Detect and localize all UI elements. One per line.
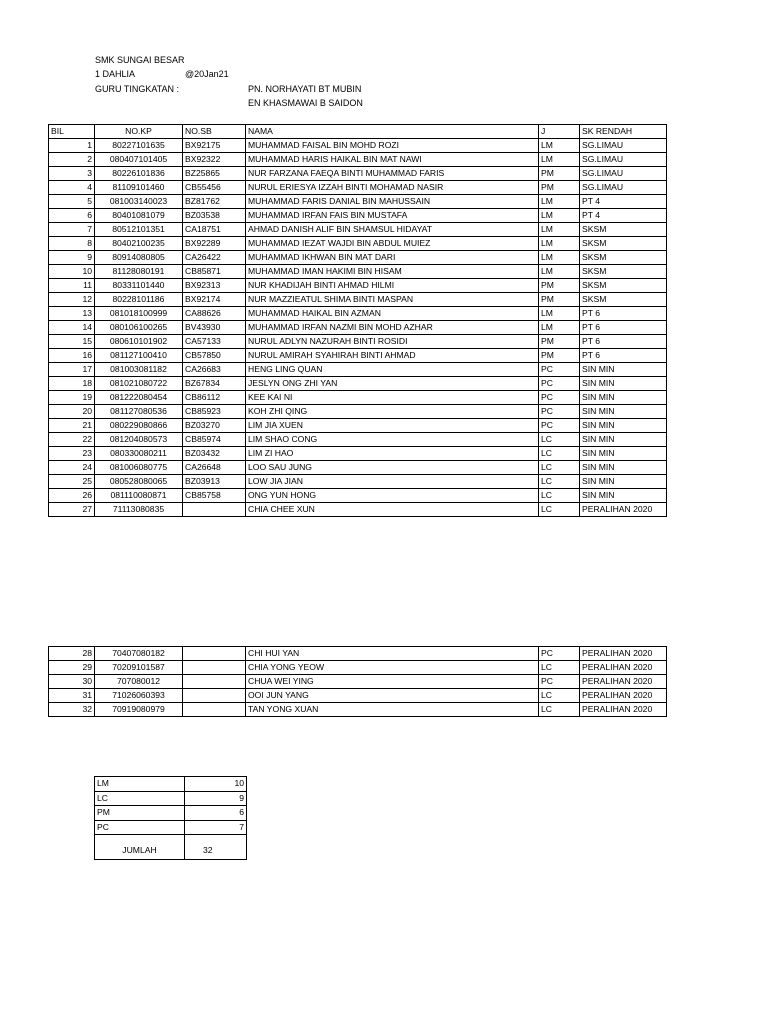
table-row	[49, 265, 667, 279]
cell-bil: 8	[49, 237, 95, 251]
cell-nokp: 70407080182	[95, 647, 183, 661]
cell-bil: 6	[49, 209, 95, 223]
cell-bil: 26	[49, 489, 95, 503]
cell-bil: 24	[49, 461, 95, 475]
cell-jantina: LC	[539, 503, 580, 517]
cell-jantina: LC	[539, 489, 580, 503]
total-value: 32	[185, 835, 247, 860]
cell-nosb: BZ03270	[183, 419, 246, 433]
date-label: @20Jan21	[185, 69, 229, 79]
cell-nama: MUHAMMAD IMAN HAKIMI BIN HISAM	[246, 265, 539, 279]
cell-nokp: 081204080573	[95, 433, 183, 447]
cell-sk-rendah: PERALIHAN 2020	[580, 647, 667, 661]
cell-nosb: BZ03538	[183, 209, 246, 223]
cell-jantina: PM	[539, 349, 580, 363]
cell-nama: CHIA CHEE XUN	[246, 503, 539, 517]
cell-sk-rendah: PERALIHAN 2020	[580, 675, 667, 689]
cell-bil: 17	[49, 363, 95, 377]
cell-nama: OOI JUN YANG	[246, 689, 539, 703]
cell-nokp: 81109101460	[95, 181, 183, 195]
cell-sk-rendah: SIN MIN	[580, 405, 667, 419]
col-header-bil: BIL	[49, 125, 95, 139]
total-label: JUMLAH	[95, 835, 185, 860]
cell-sk-rendah: SIN MIN	[580, 475, 667, 489]
cell-sk-rendah: SIN MIN	[580, 447, 667, 461]
cell-nokp: 081222080454	[95, 391, 183, 405]
table-header-row	[49, 125, 667, 139]
teacher-1: PN. NORHAYATI BT MUBIN	[248, 84, 362, 94]
cell-nosb: BX92175	[183, 139, 246, 153]
cell-nokp: 80914080805	[95, 251, 183, 265]
cell-nosb	[183, 661, 246, 675]
cell-bil: 7	[49, 223, 95, 237]
table-row	[49, 167, 667, 181]
summary-value: 9	[185, 791, 247, 806]
cell-jantina: PM	[539, 279, 580, 293]
summary-label: PC	[95, 820, 185, 835]
cell-sk-rendah: SIN MIN	[580, 489, 667, 503]
table-row	[49, 237, 667, 251]
cell-nokp: 70209101587	[95, 661, 183, 675]
cell-bil: 3	[49, 167, 95, 181]
cell-sk-rendah: PT 6	[580, 349, 667, 363]
table-row	[49, 419, 667, 433]
cell-sk-rendah: PERALIHAN 2020	[580, 703, 667, 717]
cell-sk-rendah: SKSM	[580, 223, 667, 237]
cell-nokp: 080528080065	[95, 475, 183, 489]
cell-jantina: LM	[539, 265, 580, 279]
cell-nosb: BZ81762	[183, 195, 246, 209]
table-row	[49, 461, 667, 475]
col-header-nama: NAMA	[246, 125, 539, 139]
table-row	[49, 447, 667, 461]
cell-jantina: PC	[539, 675, 580, 689]
cell-nama: LOO SAU JUNG	[246, 461, 539, 475]
cell-nosb: BX92289	[183, 237, 246, 251]
table-row	[49, 321, 667, 335]
cell-nosb: CB86112	[183, 391, 246, 405]
cell-jantina: PC	[539, 419, 580, 433]
cell-jantina: LC	[539, 461, 580, 475]
cell-nama: MUHAMMAD IRFAN FAIS BIN MUSTAFA	[246, 209, 539, 223]
table-row	[49, 139, 667, 153]
table-row	[49, 195, 667, 209]
summary-label: LM	[95, 777, 185, 792]
cell-nosb: CB85871	[183, 265, 246, 279]
cell-nokp: 081021080722	[95, 377, 183, 391]
cell-bil: 30	[49, 675, 95, 689]
cell-nosb: CB85974	[183, 433, 246, 447]
cell-bil: 1	[49, 139, 95, 153]
cell-nokp: 081110080871	[95, 489, 183, 503]
cell-bil: 4	[49, 181, 95, 195]
cell-jantina: LC	[539, 447, 580, 461]
cell-nama: NURUL ERIESYA IZZAH BINTI MOHAMAD NASIR	[246, 181, 539, 195]
table-row	[49, 647, 667, 661]
cell-sk-rendah: SIN MIN	[580, 363, 667, 377]
cell-nosb: CA26683	[183, 363, 246, 377]
cell-sk-rendah: PT 4	[580, 195, 667, 209]
col-header-nokp: NO.KP	[95, 125, 183, 139]
table-row	[49, 489, 667, 503]
table-row	[49, 661, 667, 675]
cell-sk-rendah: SG.LIMAU	[580, 181, 667, 195]
cell-nosb: BZ03913	[183, 475, 246, 489]
school-name: SMK SUNGAI BESAR	[95, 55, 185, 65]
cell-nama: MUHAMMAD IEZAT WAJDI BIN ABDUL MUIEZ	[246, 237, 539, 251]
cell-nama: MUHAMMAD IRFAN NAZMI BIN MOHD AZHAR	[246, 321, 539, 335]
cell-nokp: 80402100235	[95, 237, 183, 251]
cell-sk-rendah: SIN MIN	[580, 377, 667, 391]
cell-nosb	[183, 647, 246, 661]
cell-nama: NUR KHADIJAH BINTI AHMAD HILMI	[246, 279, 539, 293]
cell-nama: AHMAD DANISH ALIF BIN SHAMSUL HIDAYAT	[246, 223, 539, 237]
cell-nokp: 081018100999	[95, 307, 183, 321]
cell-sk-rendah: PT 4	[580, 209, 667, 223]
summary-row	[95, 806, 247, 821]
cell-bil: 15	[49, 335, 95, 349]
cell-nama: CHI HUI YAN	[246, 647, 539, 661]
cell-nokp: 81128080191	[95, 265, 183, 279]
cell-bil: 13	[49, 307, 95, 321]
class-name: 1 DAHLIA	[95, 69, 136, 79]
cell-nama: NURUL ADLYN NAZURAH BINTI ROSIDI	[246, 335, 539, 349]
cell-nosb: CB85923	[183, 405, 246, 419]
cell-nama: LOW JIA JIAN	[246, 475, 539, 489]
cell-nama: LIM ZI HAO	[246, 447, 539, 461]
cell-bil: 12	[49, 293, 95, 307]
cell-nosb: CB57850	[183, 349, 246, 363]
cell-sk-rendah: SKSM	[580, 293, 667, 307]
table-row	[49, 377, 667, 391]
cell-nama: NUR FARZANA FAEQA BINTI MUHAMMAD FARIS	[246, 167, 539, 181]
cell-bil: 22	[49, 433, 95, 447]
cell-bil: 29	[49, 661, 95, 675]
cell-nosb: BX92313	[183, 279, 246, 293]
table-row	[49, 223, 667, 237]
cell-sk-rendah: SG.LIMAU	[580, 167, 667, 181]
cell-sk-rendah: SIN MIN	[580, 391, 667, 405]
table-row	[49, 689, 667, 703]
cell-nosb	[183, 675, 246, 689]
cell-nosb: CA88626	[183, 307, 246, 321]
cell-bil: 27	[49, 503, 95, 517]
cell-bil: 5	[49, 195, 95, 209]
cell-jantina: LM	[539, 209, 580, 223]
table-row	[49, 279, 667, 293]
table-row	[49, 363, 667, 377]
cell-sk-rendah: PT 6	[580, 321, 667, 335]
cell-nama: LIM JIA XUEN	[246, 419, 539, 433]
cell-bil: 20	[49, 405, 95, 419]
summary-table	[94, 776, 247, 860]
cell-nokp: 081003140023	[95, 195, 183, 209]
cell-sk-rendah: SG.LIMAU	[580, 153, 667, 167]
cell-nokp: 081006080775	[95, 461, 183, 475]
table-row	[49, 391, 667, 405]
cell-nosb: CA26648	[183, 461, 246, 475]
cell-nama: KEE KAI NI	[246, 391, 539, 405]
cell-nama: TAN YONG XUAN	[246, 703, 539, 717]
cell-bil: 10	[49, 265, 95, 279]
cell-jantina: PC	[539, 405, 580, 419]
cell-bil: 11	[49, 279, 95, 293]
table-row	[49, 153, 667, 167]
cell-nokp: 080229080866	[95, 419, 183, 433]
cell-sk-rendah: PT 6	[580, 335, 667, 349]
cell-jantina: PC	[539, 377, 580, 391]
cell-sk-rendah: SKSM	[580, 237, 667, 251]
summary-value: 10	[185, 777, 247, 792]
table-row	[49, 293, 667, 307]
cell-jantina: PM	[539, 181, 580, 195]
teacher-label: GURU TINGKATAN :	[95, 84, 180, 94]
cell-nama: MUHAMMAD FARIS DANIAL BIN MAHUSSAIN	[246, 195, 539, 209]
cell-bil: 21	[49, 419, 95, 433]
cell-nosb: CA57133	[183, 335, 246, 349]
cell-sk-rendah: SIN MIN	[580, 461, 667, 475]
cell-sk-rendah: PT 6	[580, 307, 667, 321]
cell-jantina: LM	[539, 153, 580, 167]
cell-jantina: LC	[539, 703, 580, 717]
cell-jantina: LM	[539, 139, 580, 153]
cell-jantina: LC	[539, 661, 580, 675]
cell-sk-rendah: SKSM	[580, 251, 667, 265]
cell-nosb: BZ25865	[183, 167, 246, 181]
col-header-sk: SK RENDAH	[580, 125, 667, 139]
cell-nama: NURUL AMIRAH SYAHIRAH BINTI AHMAD	[246, 349, 539, 363]
cell-sk-rendah: SIN MIN	[580, 419, 667, 433]
cell-nosb: BX92174	[183, 293, 246, 307]
table-row	[49, 475, 667, 489]
cell-nokp: 71113080835	[95, 503, 183, 517]
table-row	[49, 405, 667, 419]
cell-bil: 2	[49, 153, 95, 167]
cell-nosb: CA26422	[183, 251, 246, 265]
summary-row	[95, 791, 247, 806]
cell-nosb: CB85758	[183, 489, 246, 503]
cell-bil: 19	[49, 391, 95, 405]
cell-nama: MUHAMMAD IKHWAN BIN MAT DARI	[246, 251, 539, 265]
cell-nokp: 080407101405	[95, 153, 183, 167]
cell-bil: 9	[49, 251, 95, 265]
cell-bil: 25	[49, 475, 95, 489]
cell-bil: 16	[49, 349, 95, 363]
cell-nokp: 081003081182	[95, 363, 183, 377]
summary-label: PM	[95, 806, 185, 821]
cell-nama: LIM SHAO CONG	[246, 433, 539, 447]
cell-sk-rendah: SG.LIMAU	[580, 139, 667, 153]
cell-nosb: CB55456	[183, 181, 246, 195]
table-row	[49, 209, 667, 223]
cell-nama: ONG YUN HONG	[246, 489, 539, 503]
col-header-nosb: NO.SB	[183, 125, 246, 139]
table-row	[49, 503, 667, 517]
cell-sk-rendah: SKSM	[580, 279, 667, 293]
cell-nokp: 080106100265	[95, 321, 183, 335]
cell-jantina: LM	[539, 237, 580, 251]
cell-nama: MUHAMMAD HARIS HAIKAL BIN MAT NAWI	[246, 153, 539, 167]
cell-jantina: PC	[539, 647, 580, 661]
summary-label: LC	[95, 791, 185, 806]
student-table-extra	[48, 646, 667, 717]
cell-jantina: LM	[539, 321, 580, 335]
cell-nokp: 80226101836	[95, 167, 183, 181]
cell-nosb	[183, 703, 246, 717]
cell-nokp: 081127080536	[95, 405, 183, 419]
cell-nosb: BZ67834	[183, 377, 246, 391]
cell-nama: MUHAMMAD FAISAL BIN MOHD ROZI	[246, 139, 539, 153]
cell-bil: 23	[49, 447, 95, 461]
cell-nosb: BV43930	[183, 321, 246, 335]
cell-jantina: LM	[539, 195, 580, 209]
cell-jantina: LC	[539, 475, 580, 489]
col-header-j: J	[539, 125, 580, 139]
cell-jantina: LC	[539, 689, 580, 703]
cell-nokp: 707080012	[95, 675, 183, 689]
summary-row	[95, 777, 247, 792]
cell-nokp: 080610101902	[95, 335, 183, 349]
table-row	[49, 335, 667, 349]
cell-sk-rendah: SIN MIN	[580, 433, 667, 447]
teacher-2: EN KHASMAWAI B SAIDON	[248, 98, 363, 108]
cell-bil: 14	[49, 321, 95, 335]
cell-sk-rendah: PERALIHAN 2020	[580, 689, 667, 703]
cell-nama: KOH ZHI QING	[246, 405, 539, 419]
cell-nokp: 80331101440	[95, 279, 183, 293]
student-table	[48, 124, 667, 517]
table-row	[49, 349, 667, 363]
cell-nosb: BX92322	[183, 153, 246, 167]
cell-nokp: 80228101186	[95, 293, 183, 307]
cell-nokp: 71026060393	[95, 689, 183, 703]
table-row	[49, 181, 667, 195]
cell-nokp: 80512101351	[95, 223, 183, 237]
table-row	[49, 675, 667, 689]
cell-nama: NUR MAZZIEATUL SHIMA BINTI MASPAN	[246, 293, 539, 307]
summary-value: 6	[185, 806, 247, 821]
cell-jantina: LM	[539, 223, 580, 237]
table-row	[49, 307, 667, 321]
cell-jantina: LM	[539, 251, 580, 265]
summary-total-row	[95, 835, 247, 860]
cell-jantina: PM	[539, 335, 580, 349]
cell-nokp: 80401081079	[95, 209, 183, 223]
cell-jantina: PC	[539, 391, 580, 405]
cell-nokp: 080330080211	[95, 447, 183, 461]
cell-bil: 28	[49, 647, 95, 661]
cell-nama: MUHAMMAD HAIKAL BIN AZMAN	[246, 307, 539, 321]
cell-bil: 18	[49, 377, 95, 391]
summary-row	[95, 820, 247, 835]
cell-nama: CHIA YONG YEOW	[246, 661, 539, 675]
cell-bil: 31	[49, 689, 95, 703]
cell-bil: 32	[49, 703, 95, 717]
cell-jantina: PM	[539, 167, 580, 181]
cell-jantina: PM	[539, 293, 580, 307]
cell-sk-rendah: SKSM	[580, 265, 667, 279]
summary-value: 7	[185, 820, 247, 835]
cell-nosb	[183, 689, 246, 703]
cell-nokp: 80227101635	[95, 139, 183, 153]
cell-sk-rendah: PERALIHAN 2020	[580, 503, 667, 517]
cell-jantina: PC	[539, 363, 580, 377]
cell-nama: CHUA WEI YING	[246, 675, 539, 689]
cell-sk-rendah: PERALIHAN 2020	[580, 661, 667, 675]
table-row	[49, 251, 667, 265]
cell-nokp: 081127100410	[95, 349, 183, 363]
cell-nosb	[183, 503, 246, 517]
cell-nama: HENG LING QUAN	[246, 363, 539, 377]
cell-nosb: CA18751	[183, 223, 246, 237]
cell-jantina: LM	[539, 307, 580, 321]
cell-nokp: 70919080979	[95, 703, 183, 717]
table-row	[49, 433, 667, 447]
cell-nosb: BZ03432	[183, 447, 246, 461]
cell-jantina: LC	[539, 433, 580, 447]
table-row	[49, 703, 667, 717]
cell-nama: JESLYN ONG ZHI YAN	[246, 377, 539, 391]
